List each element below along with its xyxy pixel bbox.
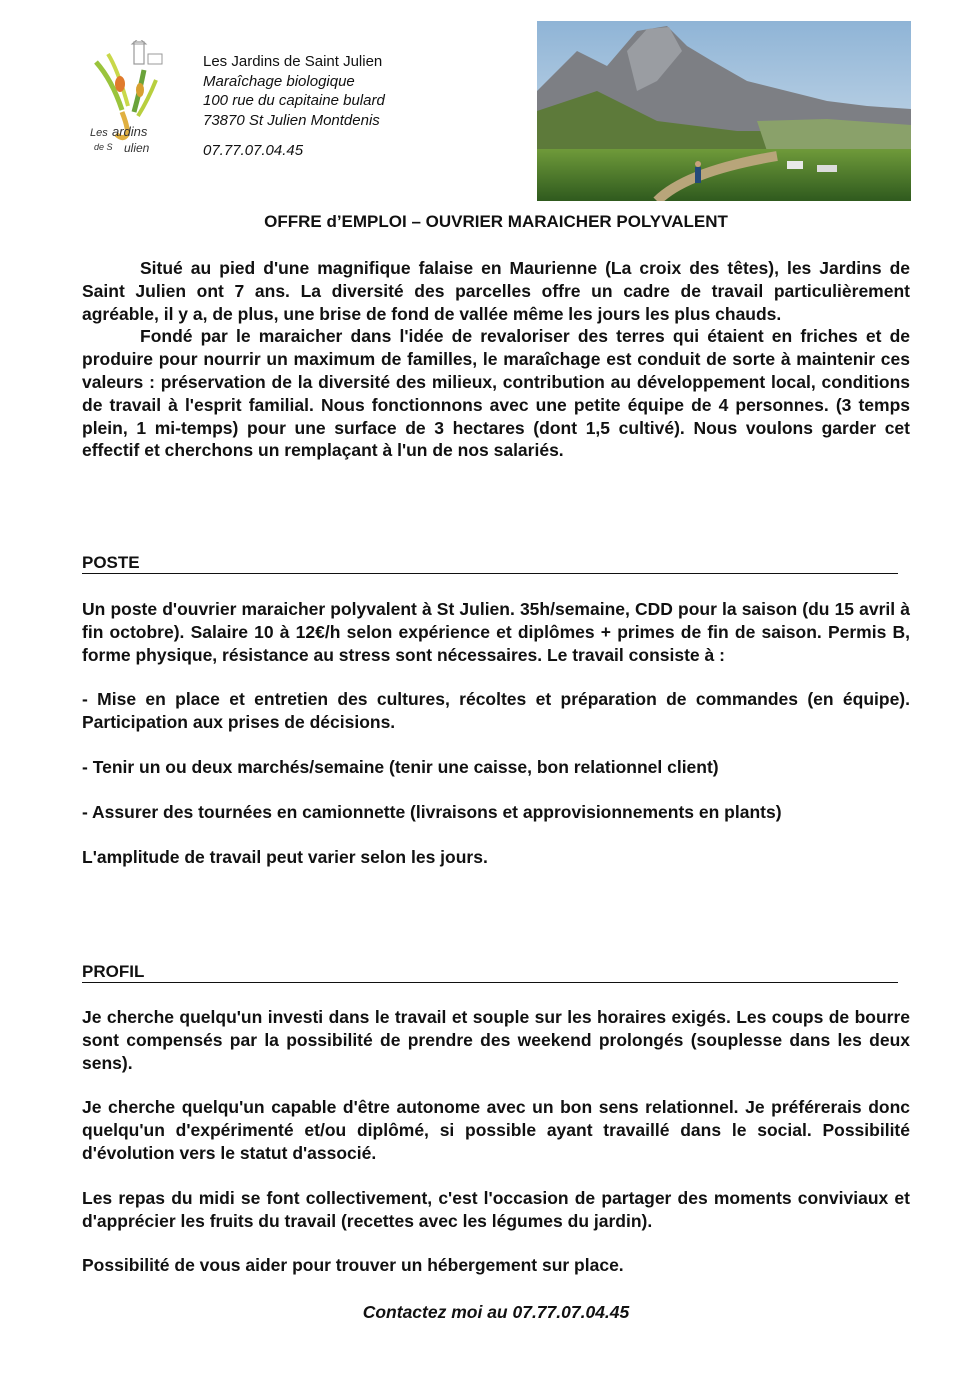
address-line-1: 100 rue du capitaine bulard [203,92,385,109]
intro-paragraph-2: Fondé par le maraicher dans l'idée de revaloriser des terres qui étaient en friches et de produire pour nourrir un maximum de familles, le maraîchage est conduit de sorte à maintenir ces valeurs : préservation de la diversité des milieux, contribution au développement local, conditions de travail à l'esprit familial. Nous fonctionnons avec une petite équipe de 4 personnes. (3 temps plein, 1 mi-temps) pour une surface de 3 hectares (dont 1,5 cultivé). Nous voulons garder cet effectif et cherchons un remplaçant à l'un de nos salariés. [82,326,910,461]
profil-paragraph-1: Je cherche quelqu'un investi dans le travail et souple sur les horaires exigés. Les coups de bourre sont compensés par la possibilité de prendre des weekend prolongés (souplesse dans les deux sens). [82,1007,910,1073]
poste-heading: POSTE [82,553,898,574]
org-name: Les Jardins de Saint Julien [203,53,383,70]
svg-text:de S: de S [94,142,113,152]
poste-paragraph-1: Un poste d'ouvrier maraicher polyvalent à St Julien. 35h/semaine, CDD pour la saison (du 15 avril à fin octobre). Salaire 10 à 12€/h selon expérience et diplômes + primes de fin de saison. Permis B, forme physique, résistance au stress sont nécessaires. Le travail consiste à : [82,599,910,665]
poste-item-1: - Mise en place et entretien des cultures, récoltes et préparation de commandes (en équipe). Participation aux prises de décisions. [82,689,910,733]
poste-section [82,598,910,868]
svg-text:ardins: ardins [112,124,148,139]
intro-paragraph-1: Situé au pied d'une magnifique falaise en Maurienne (La croix des têtes), les Jardins de Saint Julien ont 7 ans. La diversité des parcelles offre un cadre de travail particulièrement agréable, il y a, de plus, une brise de fond de vallée même les jours les plus chauds. [82,258,910,324]
contact-line: Contactez moi au 07.77.07.04.45 [362,1302,630,1322]
mountain-garden-photo [537,21,911,201]
profil-section [82,1006,910,1277]
org-phone: 07.77.07.04.45 [203,142,304,159]
org-subtitle: Maraîchage biologique [203,72,355,90]
intro-section [82,257,910,462]
poste-item-3: - Assurer des tournées en camionnette (livraisons et approvisionnements en plants) [82,801,782,822]
poste-item-2: - Tenir un ou deux marchés/semaine (tenir une caisse, bon relationnel client) [82,756,719,777]
profil-paragraph-4: Possibilité de vous aider pour trouver un hébergement sur place. [82,1255,624,1276]
profil-paragraph-3: Les repas du midi se font collectivement, c'est l'occasion de partager des moments conviviaux et d'apprécier les fruits du travail (recettes avec les légumes du jardin). [82,1187,910,1231]
organization-info [203,52,385,161]
svg-text:Les: Les [90,127,108,139]
svg-text:ulien: ulien [124,141,150,155]
profil-paragraph-2: Je cherche quelqu'un capable d'être autonome avec un bon sens relationnel. Je préférerais donc quelqu'un d'expérimenté et/ou diplômé, si possible ayant travaillé dans le social. Possibilité d'évolution vers le statut d'associé. [82,1097,910,1163]
jardins-logo [82,40,182,158]
page-title: OFFRE d’EMPLOI – OUVRIER MARAICHER POLYVALENT [264,212,728,231]
poste-paragraph-2: L'amplitude de travail peut varier selon les jours. [82,846,488,867]
profil-heading: PROFIL [82,962,898,983]
address-line-2: 73870 St Julien Montdenis [203,111,380,129]
